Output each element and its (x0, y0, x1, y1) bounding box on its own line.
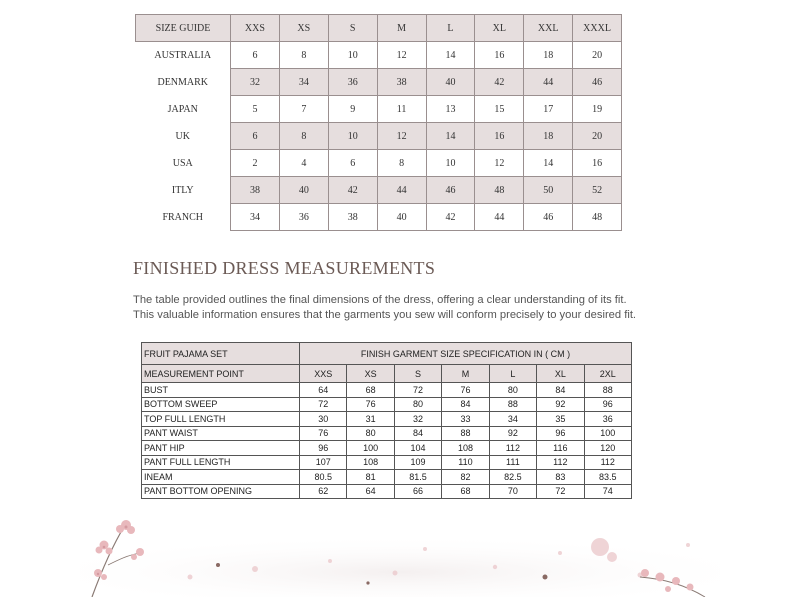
size-value-cell: 42 (426, 204, 475, 231)
size-value-cell: 46 (426, 177, 475, 204)
measurement-value: 96 (300, 441, 347, 456)
finish-title-row (142, 343, 632, 365)
size-value-cell: 20 (573, 123, 622, 150)
size-value-cell: 14 (426, 123, 475, 150)
size-value-cell: 48 (573, 204, 622, 231)
size-value-cell: 38 (377, 69, 426, 96)
measurement-value: 112 (489, 441, 536, 456)
measurement-value: 84 (537, 383, 584, 398)
measurement-value: 82.5 (489, 470, 536, 485)
measurement-value: 72 (537, 484, 584, 499)
measurement-value: 107 (300, 455, 347, 470)
measurement-value: 80 (347, 426, 394, 441)
size-value-cell: 11 (377, 96, 426, 123)
measurement-row (142, 484, 632, 499)
size-value-cell: 8 (279, 123, 328, 150)
size-guide-header-label: SIZE GUIDE (136, 15, 231, 42)
measurement-value: 109 (394, 455, 441, 470)
size-value-cell: 42 (328, 177, 377, 204)
size-value-cell: 13 (426, 96, 475, 123)
size-value-cell: 12 (475, 150, 524, 177)
measurement-name: INEAM (142, 470, 300, 485)
measurement-value: 80 (489, 383, 536, 398)
size-value-cell: 2 (231, 150, 280, 177)
country-label: UK (136, 123, 231, 150)
measurement-value: 120 (584, 441, 631, 456)
measurement-row (142, 426, 632, 441)
measurement-value: 80.5 (300, 470, 347, 485)
finish-size-header: L (489, 365, 536, 383)
measurement-value: 116 (537, 441, 584, 456)
size-value-cell: 44 (377, 177, 426, 204)
size-value-cell: 18 (524, 42, 573, 69)
finish-size-header: S (394, 365, 441, 383)
measurement-row (142, 383, 632, 398)
measurement-value: 70 (489, 484, 536, 499)
size-header: M (377, 15, 426, 42)
finish-size-header: XL (537, 365, 584, 383)
measurement-value: 104 (394, 441, 441, 456)
measurement-value: 88 (489, 397, 536, 412)
measurement-value: 108 (347, 455, 394, 470)
measurement-value: 64 (300, 383, 347, 398)
measurement-value: 88 (442, 426, 489, 441)
size-value-cell: 16 (475, 42, 524, 69)
size-value-cell: 19 (573, 96, 622, 123)
finish-measurement-table (141, 342, 632, 499)
measurement-name: BOTTOM SWEEP (142, 397, 300, 412)
measurement-value: 68 (347, 383, 394, 398)
measurement-value: 31 (347, 412, 394, 427)
measurement-value: 30 (300, 412, 347, 427)
measurement-value: 35 (537, 412, 584, 427)
measurement-name: PANT HIP (142, 441, 300, 456)
size-guide-row (136, 150, 622, 177)
size-value-cell: 12 (377, 123, 426, 150)
size-value-cell: 40 (377, 204, 426, 231)
size-value-cell: 38 (328, 204, 377, 231)
size-value-cell: 16 (475, 123, 524, 150)
size-header: S (328, 15, 377, 42)
size-value-cell: 10 (328, 123, 377, 150)
spec-title-cell: FINISH GARMENT SIZE SPECIFICATION IN ( CM ) (300, 343, 632, 365)
size-guide-row (136, 69, 622, 96)
size-value-cell: 6 (231, 123, 280, 150)
measurement-row (142, 441, 632, 456)
measurement-value: 72 (300, 397, 347, 412)
measurement-value: 100 (584, 426, 631, 441)
measurement-value: 81.5 (394, 470, 441, 485)
measurement-value: 112 (537, 455, 584, 470)
measurement-value: 66 (394, 484, 441, 499)
measurement-value: 96 (584, 397, 631, 412)
country-label: ITLY (136, 177, 231, 204)
size-value-cell: 40 (426, 69, 475, 96)
size-value-cell: 36 (328, 69, 377, 96)
measurement-row (142, 470, 632, 485)
size-header: XXS (231, 15, 280, 42)
measurement-name: BUST (142, 383, 300, 398)
size-value-cell: 34 (279, 69, 328, 96)
size-value-cell: 42 (475, 69, 524, 96)
measurement-value: 68 (442, 484, 489, 499)
size-value-cell: 8 (377, 150, 426, 177)
size-value-cell: 10 (328, 42, 377, 69)
measurement-value: 76 (347, 397, 394, 412)
measurement-value: 84 (394, 426, 441, 441)
size-header: XL (475, 15, 524, 42)
country-label: JAPAN (136, 96, 231, 123)
measurement-value: 72 (394, 383, 441, 398)
measurement-value: 83.5 (584, 470, 631, 485)
size-value-cell: 34 (231, 204, 280, 231)
size-value-cell: 52 (573, 177, 622, 204)
set-name-cell: FRUIT PAJAMA SET (142, 343, 300, 365)
size-value-cell: 6 (328, 150, 377, 177)
size-value-cell: 14 (524, 150, 573, 177)
measurement-value: 92 (537, 397, 584, 412)
size-value-cell: 5 (231, 96, 280, 123)
measurement-value: 100 (347, 441, 394, 456)
size-value-cell: 32 (231, 69, 280, 96)
country-label: FRANCH (136, 204, 231, 231)
measurement-value: 36 (584, 412, 631, 427)
size-guide-row (136, 96, 622, 123)
finish-size-header: M (442, 365, 489, 383)
measurement-value: 64 (347, 484, 394, 499)
size-value-cell: 12 (377, 42, 426, 69)
size-value-cell: 36 (279, 204, 328, 231)
measurement-value: 34 (489, 412, 536, 427)
measurement-value: 82 (442, 470, 489, 485)
measurement-name: PANT WAIST (142, 426, 300, 441)
size-value-cell: 18 (524, 123, 573, 150)
description-line: The table provided outlines the final dimensions of the dress, offering a clear understanding of its fit. (133, 294, 627, 306)
measurement-value: 76 (300, 426, 347, 441)
measurement-value: 80 (394, 397, 441, 412)
size-value-cell: 46 (573, 69, 622, 96)
size-value-cell: 46 (524, 204, 573, 231)
measurement-name: PANT FULL LENGTH (142, 455, 300, 470)
measurement-value: 110 (442, 455, 489, 470)
size-guide-row (136, 123, 622, 150)
measurement-value: 96 (537, 426, 584, 441)
measurement-value: 92 (489, 426, 536, 441)
size-value-cell: 17 (524, 96, 573, 123)
measurement-name: TOP FULL LENGTH (142, 412, 300, 427)
country-label: DENMARK (136, 69, 231, 96)
size-value-cell: 15 (475, 96, 524, 123)
size-value-cell: 16 (573, 150, 622, 177)
size-value-cell: 4 (279, 150, 328, 177)
country-label: USA (136, 150, 231, 177)
section-description (133, 293, 693, 323)
measurement-value: 112 (584, 455, 631, 470)
size-value-cell: 38 (231, 177, 280, 204)
finish-size-header: XS (347, 365, 394, 383)
measurement-value: 32 (394, 412, 441, 427)
size-header: L (426, 15, 475, 42)
country-label: AUSTRALIA (136, 42, 231, 69)
size-value-cell: 8 (279, 42, 328, 69)
finish-size-header: XXS (300, 365, 347, 383)
size-value-cell: 7 (279, 96, 328, 123)
size-header: XXL (524, 15, 573, 42)
finish-size-row (142, 365, 632, 383)
size-guide-table (135, 14, 622, 231)
measurement-value: 111 (489, 455, 536, 470)
size-guide-row (136, 177, 622, 204)
size-value-cell: 9 (328, 96, 377, 123)
measurement-value: 84 (442, 397, 489, 412)
size-value-cell: 14 (426, 42, 475, 69)
size-guide-header-row (136, 15, 622, 42)
size-header: XXXL (573, 15, 622, 42)
measurement-row (142, 455, 632, 470)
measurement-value: 83 (537, 470, 584, 485)
size-value-cell: 40 (279, 177, 328, 204)
size-value-cell: 44 (524, 69, 573, 96)
cherry-blossom-icon (0, 505, 794, 597)
measurement-value: 74 (584, 484, 631, 499)
measurement-value: 108 (442, 441, 489, 456)
size-header: XS (279, 15, 328, 42)
measurement-row (142, 397, 632, 412)
measurement-row (142, 412, 632, 427)
measurement-value: 62 (300, 484, 347, 499)
section-title: FINISHED DRESS MEASUREMENTS (133, 258, 436, 278)
size-value-cell: 44 (475, 204, 524, 231)
size-value-cell: 50 (524, 177, 573, 204)
measurement-value: 33 (442, 412, 489, 427)
size-guide-row (136, 204, 622, 231)
size-value-cell: 6 (231, 42, 280, 69)
size-value-cell: 20 (573, 42, 622, 69)
description-line: This valuable information ensures that the garments you sew will conform precisely to your desired fit. (133, 309, 637, 321)
size-value-cell: 10 (426, 150, 475, 177)
finish-size-header: 2XL (584, 365, 631, 383)
measurement-value: 88 (584, 383, 631, 398)
size-guide-row (136, 42, 622, 69)
measurement-value: 81 (347, 470, 394, 485)
measurement-value: 76 (442, 383, 489, 398)
measurement-point-header: MEASUREMENT POINT (142, 365, 300, 383)
measurement-name: PANT BOTTOM OPENING (142, 484, 300, 499)
size-value-cell: 48 (475, 177, 524, 204)
